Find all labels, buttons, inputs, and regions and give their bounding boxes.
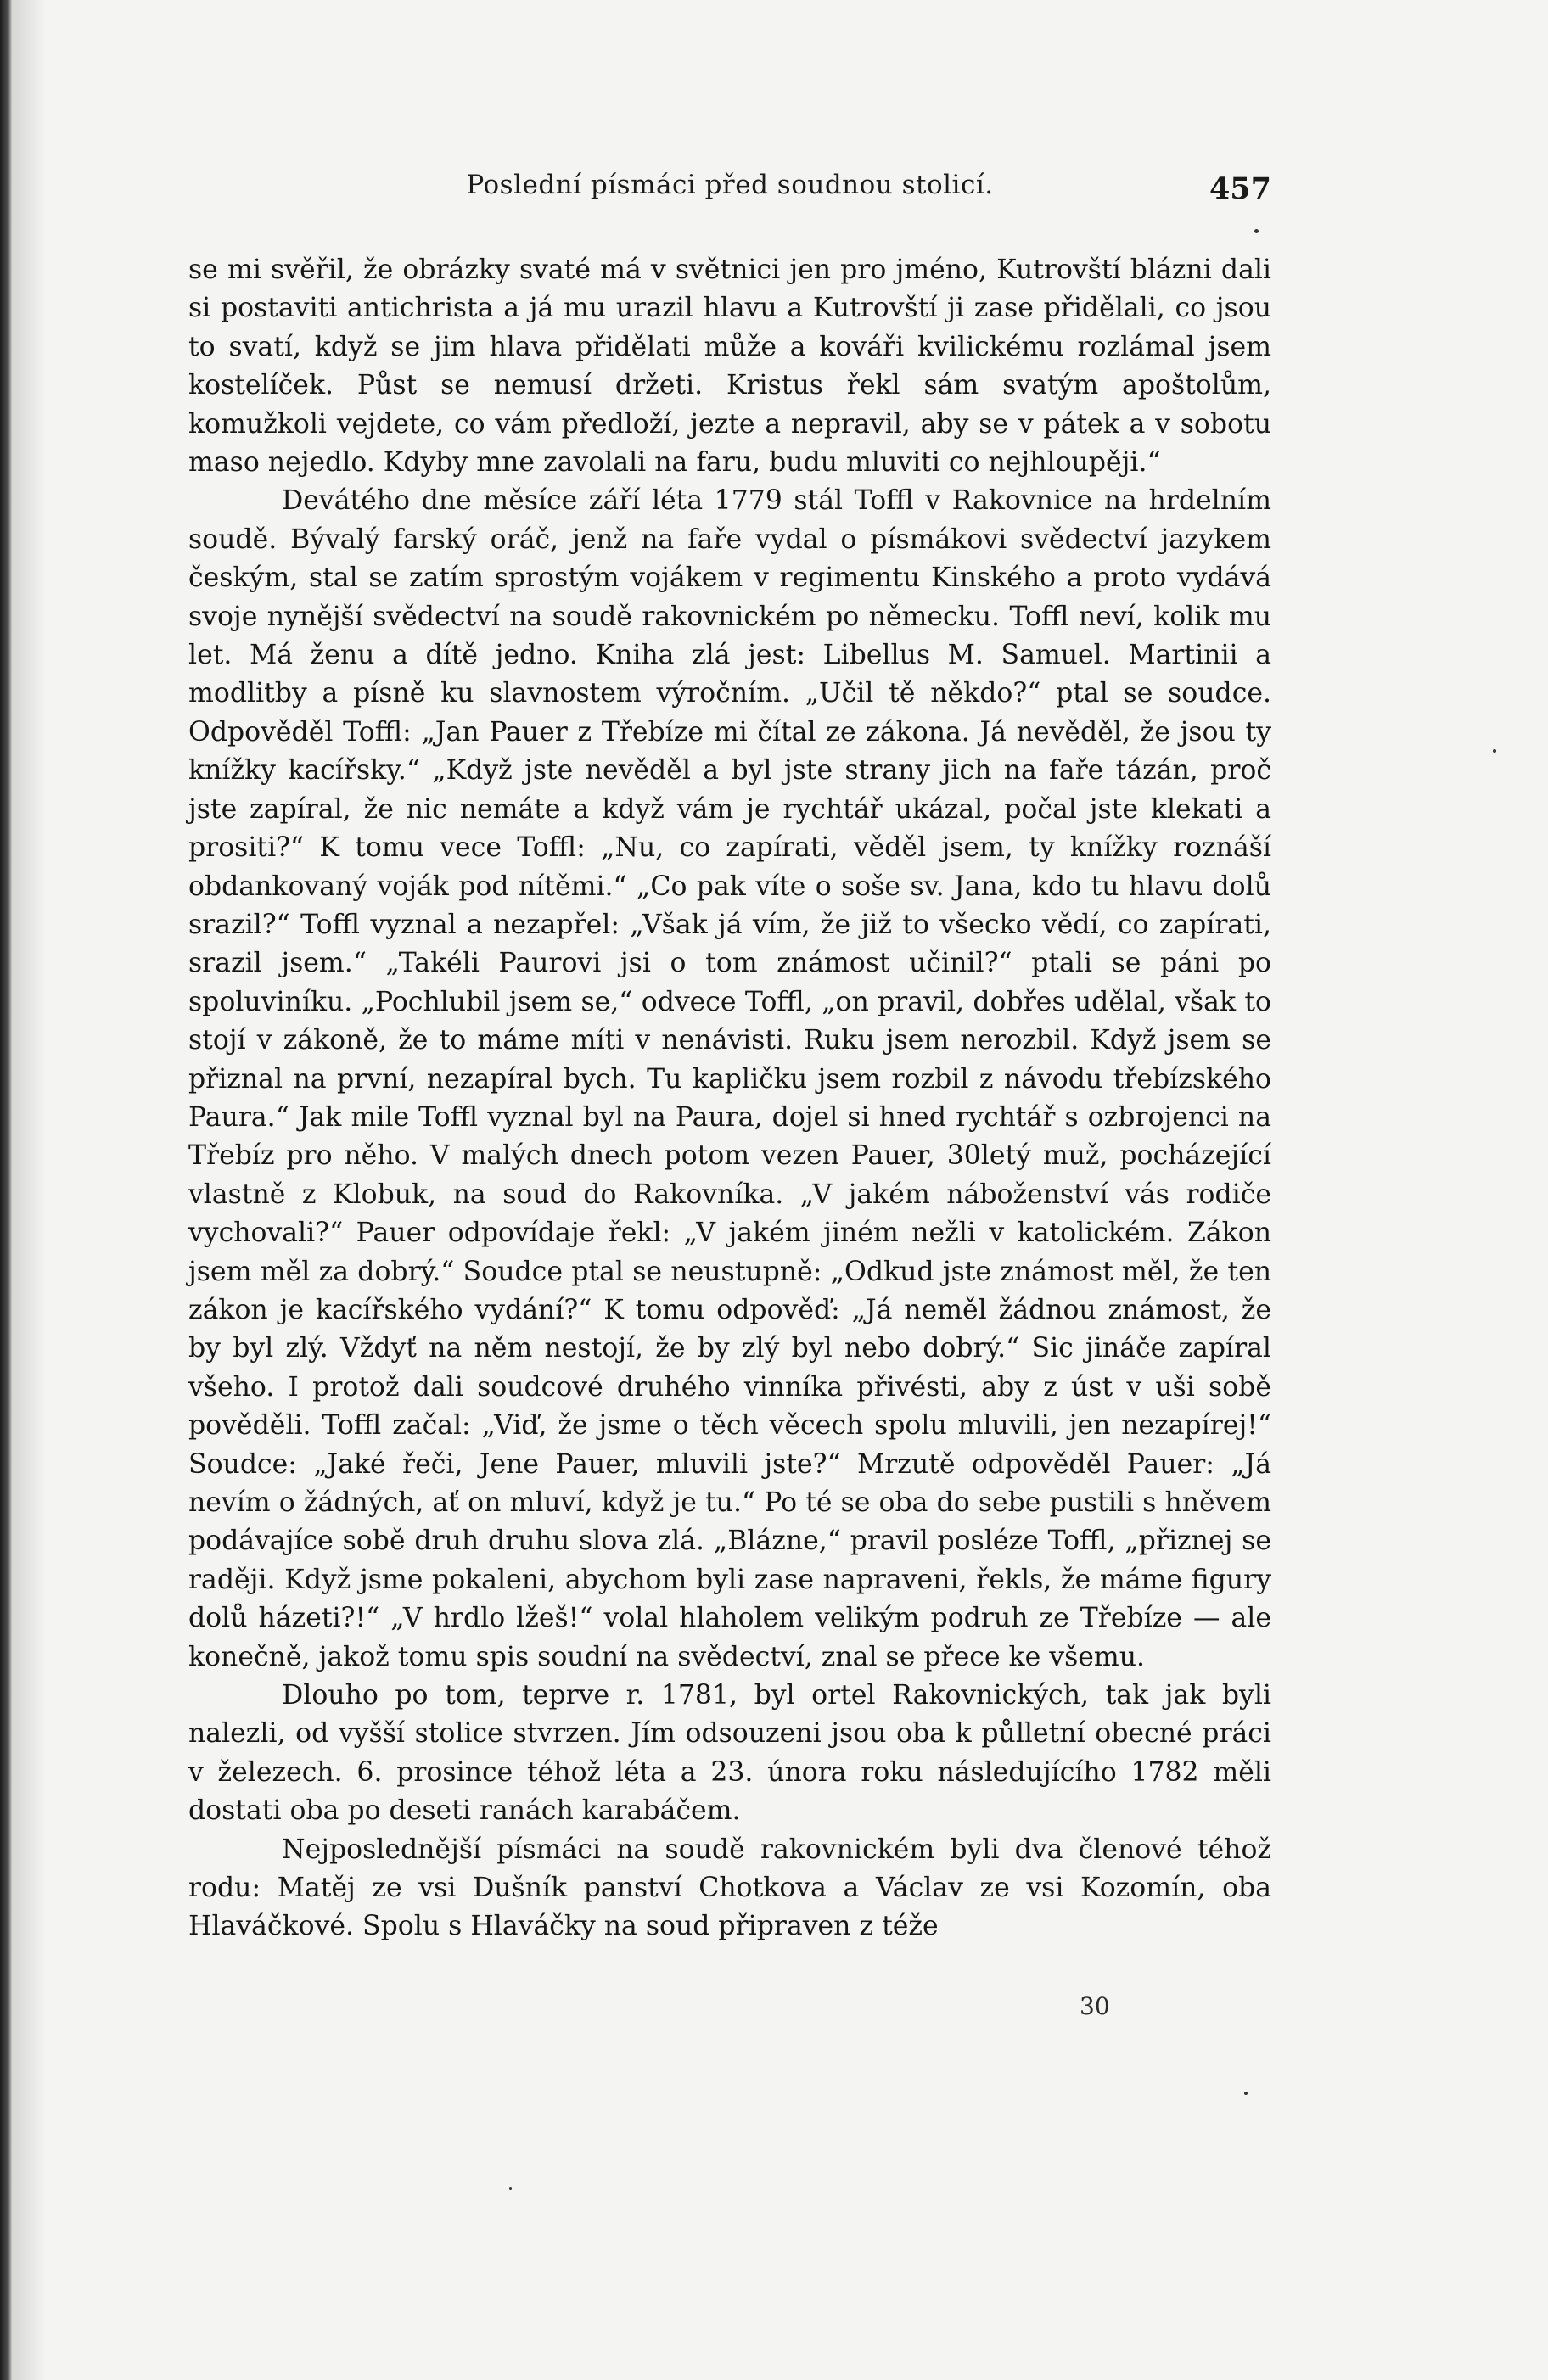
page-binding-edge — [0, 0, 12, 2380]
printer-signature-mark: 30 — [1080, 1992, 1110, 2020]
page-number: 457 — [1209, 171, 1271, 206]
running-title: Poslední písmáci před soudnou stolicí. — [466, 170, 994, 200]
page-header — [188, 170, 1271, 221]
paragraph: Dlouho po tom, teprve r. 1781, byl ortel Rakovnických, tak jak byli nalezli, od vyšší stolice stvrzen. Jím odsouzeni jsou oba k půlletní obecné práci v železech. 6. prosince téhož léta a 23. února roku následujícího 1782 měli dostati oba po deseti ranách karabáčem. — [188, 1680, 1271, 1827]
paper-speck — [1254, 229, 1259, 233]
body-text — [188, 251, 1271, 1946]
paper-speck — [509, 2187, 512, 2190]
paragraph: se mi svěřil, že obrázky svaté má v světnici jen pro jméno, Kutrovští blázni dali si postaviti antichrista a já mu urazil hlavu a Kutrovští ji zase přidělali, co jsou to svatí, když se jim hlava přidělati může a kováři kvilickému rozlámal jsem kostelíček. Půst se nemusí držeti. Kristus řekl sám svatým apoštolům, komužkoli vejdete, co vám předloží, jezte a nepravil, aby se v pátek a v sobotu maso nejedlo. Kdyby mne zavolali na faru, budu mluviti co nejhloupěji.“ — [188, 255, 1271, 479]
page-gutter-shadow — [12, 0, 46, 2380]
paragraph: Devátého dne měsíce září léta 1779 stál Toffl v Rakovnice na hrdelním soudě. Bývalý farský oráč, jenž na faře vydal o písmákovi svědectví jazykem českým, stal se zatím sprostým vojákem v regimentu Kinského a proto vydává svoje nynější svědectví na soudě rakovnickém po německu. Toffl neví, kolik mu let. Má ženu a dítě jedno. Kniha zlá jest: Libellus M. Samuel. Martinii a modlitby a písně ku slavnostem výročním. „Učil tě někdo?“ ptal se soudce. Odpověděl Toffl: „Jan Pauer z Třebíze mi čítal ze zákona. Já nevěděl, že jsou ty knížky kacířsky.“ „Když jste nevěděl a byl jste strany jich na faře tázán, proč jste zapíral, že nic nemáte a když vám je rychtář ukázal, počal jste klekati a prositi?“ K tomu vece Toffl: „Nu, co zapírati, věděl jsem, ty knížky roznáší obdankovaný voják pod nítěmi.“ „Co pak víte o soše sv. Jana, kdo tu hlavu dolů srazil?“ Toffl vyznal a nezapřel: „Však já vím, že již to všecko vědí, co zapírati, srazil jsem.“ „Takéli Paurovi jsi o tom známost učinil?“ ptali se páni po spoluviníku. „Pochlubil jsem se,“ odvece Toffl, „on pravil, dobřes udělal, však to stojí v zákoně, že to máme míti v nenávisti. Ruku jsem nerozbil. Když jsem se přiznal na první, nezapíral bych. Tu kapličku jsem rozbil z návodu třebízského Paura.“ Jak mile Toffl vyznal byl na Paura, dojel si hned rychtář s ozbrojenci na Třebíz pro něho. V malých dnech potom vezen Pauer, 30letý muž, pocházející vlastně z Klobuk, na soud do Rakovníka. „V jakém náboženství vás rodiče vychovali?“ Pauer odpovídaje řekl: „V jakém jiném nežli v katolickém. Zákon jsem měl za dobrý.“ Soudce ptal se neustupně: „Odkud jste známost měl, že ten zákon je kacířského vydání?“ K tomu odpověď: „Já neměl žádnou známost, že by byl zlý. Vždyť na něm nestojí, že by zlý byl nebo dobrý.“ Sic jináče zapíral všeho. I protož dali soudcové druhého vinníka přivésti, aby z úst v uši sobě pověděli. Toffl začal: „Viď, že jsme o těch věcech spolu mluvili, jen nezapírej!“ Soudce: „Jaké řeči, Jene Pauer, mluvili jste?“ Mrzutě odpověděl Pauer: „Já nevím o žádných, ať on mluví, když je tu.“ Po té se oba do sebe pustili s hněvem podávajíce sobě druh druhu slova zlá. „Blázne,“ pravil posléze Toffl, „přiznej se raději. Když jsme pokaleni, abychom byli zase napraveni, řekls, že máme figury dolů házeti?!“ „V hrdlo lžeš!“ volal hlaholem velikým podruh ze Třebíze — ale konečně, jakož tomu spis soudní na svědectví, znal se přece ke všemu. — [188, 485, 1271, 1672]
paragraph: Nejposlednější písmáci na soudě rakovnickém byli dva členové téhož rodu: Matěj ze vsi Dušník panství Chotkova a Václav ze vsi Kozomín, oba Hlaváčkové. Spolu s Hlaváčky na soud připraven z téže — [188, 1834, 1271, 1942]
paper-speck — [1493, 749, 1496, 753]
paper-speck — [1244, 2092, 1248, 2095]
